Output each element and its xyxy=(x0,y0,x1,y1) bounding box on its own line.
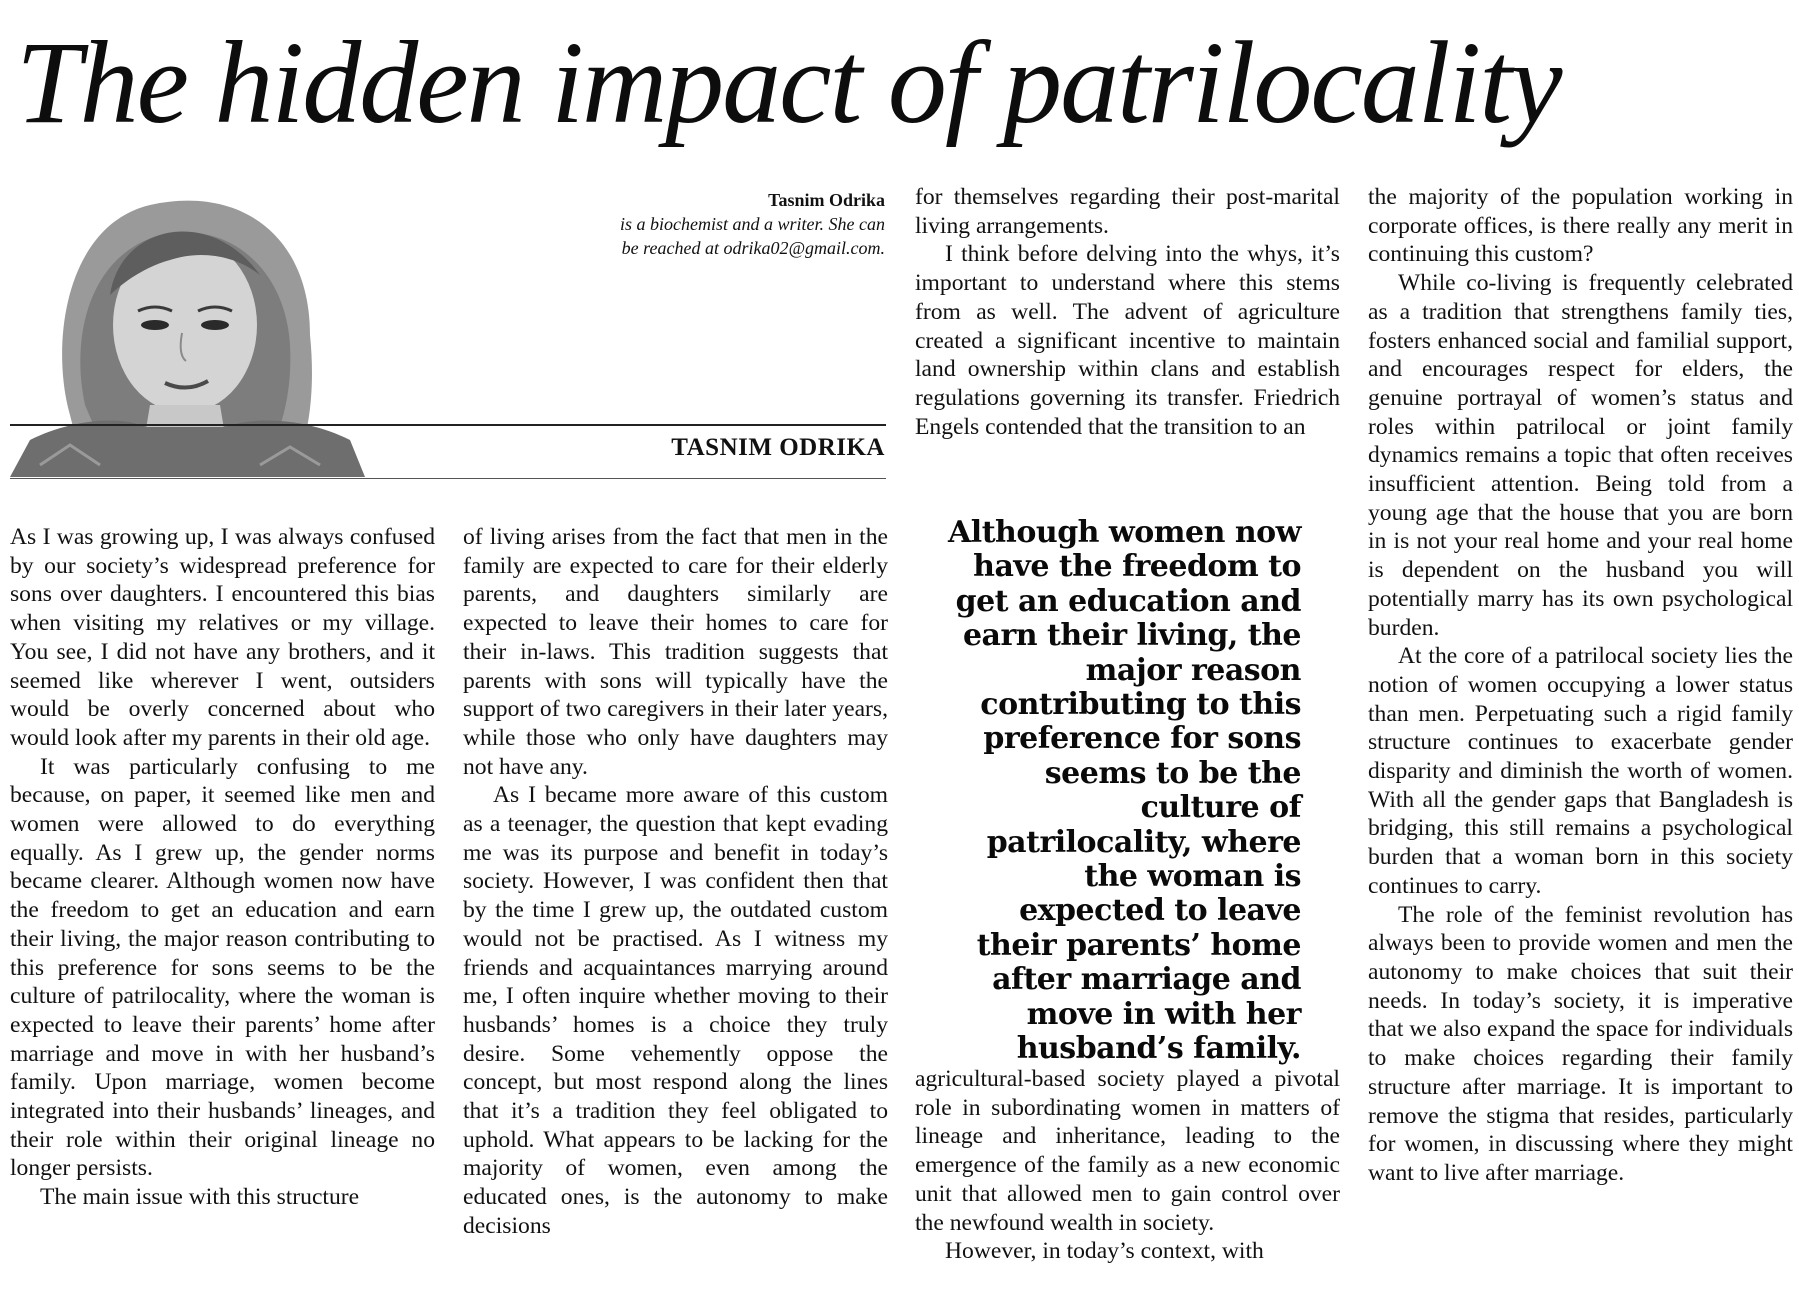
paragraph: As I became more aware of this custom as a teenager, the question that kept evading me was its purpose and benefit in today’s society. However, I was confident then that by the time I grew up, the outdated custom would not be practised. As I witness my friends and acquaintances marrying around me, I often inquire whether moving to their husbands’ homes is a choice they truly desire. Some vehemently oppose the concept, but most respond along the lines that it’s a tradition they feel obligated to uphold. What appears to be lacking for the majority of women, even among the educated ones, is the autonomy to make decisions xyxy=(463,782,888,1239)
author-info xyxy=(525,188,885,260)
author-bio-line1: is a biochemist and a writer. She can xyxy=(620,214,885,234)
header-bottom-rule xyxy=(10,478,886,479)
paragraph: However, in today’s context, with xyxy=(945,1238,1264,1265)
paragraph: of living arises from the fact that men in the family are expected to care for their elderly parents, and daughters similarly are expected to leave their homes to care for their in-laws. This tradition suggests that parents with sons will typically have the support of two caregivers in their later years, while those who only have daughters may not have any. xyxy=(463,524,888,780)
paragraph: for themselves regarding their post-marital living arrangements. xyxy=(915,184,1340,239)
paragraph: agricultural-based society played a pivotal role in subordinating women in matters of lineage and inheritance, leading to the emergence of the family as a new economic unit that allowed men to gain control over the newfound wealth in society. xyxy=(915,1066,1340,1236)
column-2 xyxy=(463,523,888,1241)
column-1 xyxy=(10,523,435,1212)
paragraph: The main issue with this structure xyxy=(40,1184,360,1211)
paragraph: I think before delving into the whys, it’s important to understand where this stems from as well. The advent of agriculture created a significant incentive to maintain land ownership within clans and establish regulations governing its transfer. Friedrich Engels contended that the transition to an xyxy=(915,241,1340,440)
paragraph: The role of the feminist revolution has always been to provide women and men the autonomy to make choices that suit their needs. In today’s society, it is imperative that we also expand the space for individuals to make choices regarding their family structure after marriage. It is important to remove the stigma that resides, particularly for women, in discussing where they might want to live after marriage. xyxy=(1368,901,1793,1186)
pull-quote: Although women now have the freedom to get an education and earn their living, the major reason contributing to this preference for sons seems to be the culture of patrilocality, where the woman is expected to leave their parents’ home after marriage and move in with her husband’s family. xyxy=(948,515,1301,1067)
author-bio-line2: be reached at odrika02@gmail.com. xyxy=(621,238,885,258)
column-3-top xyxy=(915,183,1340,441)
column-3-bottom xyxy=(915,1065,1340,1266)
paragraph: the majority of the population working in corporate offices, is there really any merit in continuing this custom? xyxy=(1368,184,1793,268)
headline: The hidden impact of patrilocality xyxy=(16,17,1561,148)
paragraph: As I was growing up, I was always confused by our society’s widespread preference for sons over daughters. I encountered this bias when visiting my relatives or my village. You see, I did not have any brothers, and it seemed like wherever I went, outsiders would be overly concerned about who would look after my parents in their old age. xyxy=(10,524,435,751)
paragraph: It was particularly confusing to me because, on paper, it seemed like men and women were allowed to do everything equally. As I grew up, the gender norms became clearer. Although women now have the freedom to get an education and earn their living, the major reason contributing to this preference for sons seems to be the culture of patrilocality, where the woman is expected to leave their parents’ home after marriage and move in with her husband’s family. Upon marriage, women become integrated into their husbands’ lineages, and their role within their original lineage no longer persists. xyxy=(10,753,435,1182)
byline-rule xyxy=(10,424,886,426)
author-photo xyxy=(10,165,365,477)
paragraph: While co-living is frequently celebrated as a tradition that strengthens family ties, fosters enhanced social and familial support, and encourages respect for elders, the genuine portrayal of women’s status and roles within patrilocal or joint family dynamics remains a topic that often receives insufficient attention. Being told from a young age that the house that you are born in is not your real home and your real home is dependent on the husband you will potentially marry has its own psychological burden. xyxy=(1368,270,1793,641)
author-name: Tasnim Odrika xyxy=(768,190,885,210)
column-4 xyxy=(1368,183,1793,1188)
byline: TASNIM ODRIKA xyxy=(671,434,885,461)
paragraph: At the core of a patrilocal society lies the notion of women occupying a lower status than men. Perpetuating such a rigid family structure continues to exacerbate gender disparity and diminish the worth of women. With all the gender gaps that Bangladesh is bridging, this still remains a psychological burden that a woman born in this society continues to carry. xyxy=(1368,643,1793,899)
